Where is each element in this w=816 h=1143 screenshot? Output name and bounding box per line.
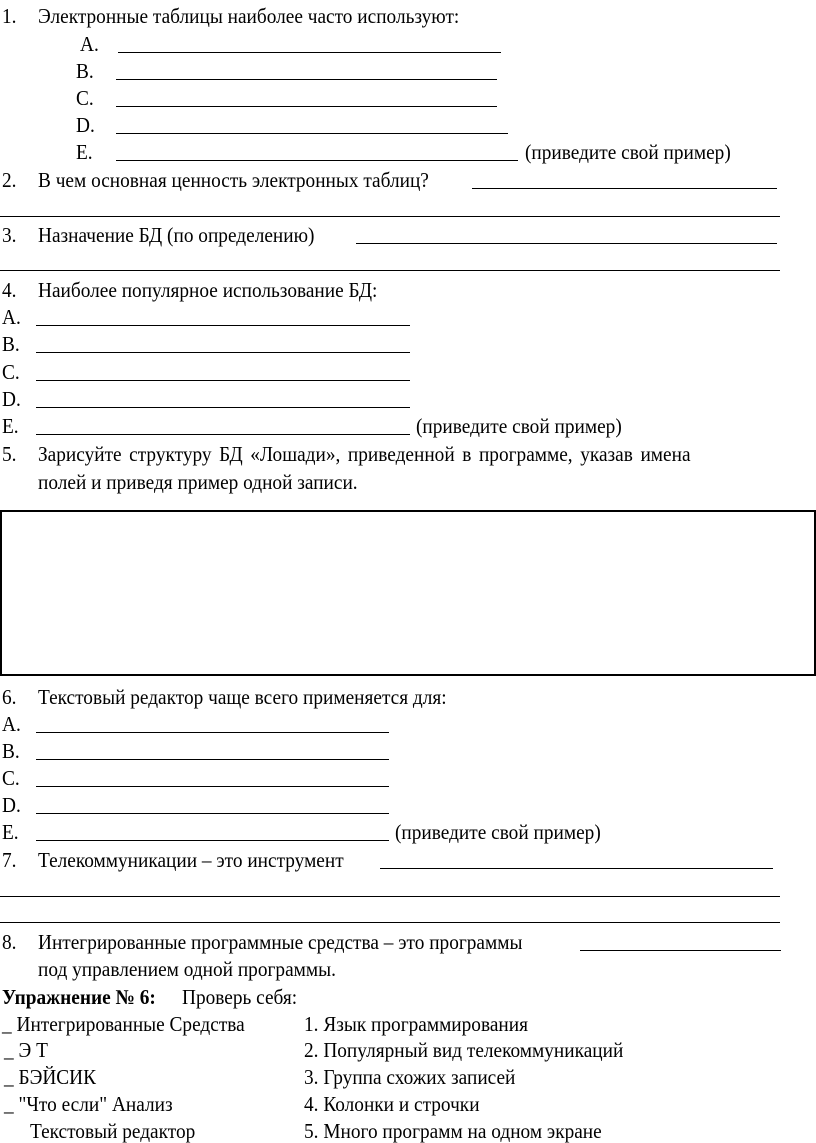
- q2-text: В чем основная ценность электронных таблиц?: [38, 168, 429, 192]
- q5-drawing-box[interactable]: [0, 510, 816, 676]
- q2-number: 2.: [2, 168, 17, 192]
- exercise-definition-3: 3. Группа схожих записей: [304, 1065, 516, 1089]
- q4-number: 4.: [2, 278, 17, 302]
- exercise-term-4: _ "Что если" Анализ: [4, 1092, 173, 1116]
- q6-option-e-label: E.: [2, 820, 19, 844]
- q7-number: 7.: [2, 848, 17, 872]
- q8-text-line1: Интегрированные программные средства – это программы: [38, 930, 523, 954]
- q6-option-c-label: C.: [2, 766, 20, 790]
- q6-option-e-blank[interactable]: [36, 840, 389, 841]
- q4-option-c-blank[interactable]: [36, 380, 410, 381]
- q1-option-d-label: D.: [76, 113, 95, 137]
- exercise-instruction: Проверь себя:: [182, 985, 298, 1009]
- q1-text: Электронные таблицы наиболее часто используют:: [38, 4, 460, 28]
- q1-option-c-label: C.: [76, 86, 94, 110]
- q4-option-b-blank[interactable]: [36, 352, 410, 353]
- q6-option-b-blank[interactable]: [36, 759, 389, 760]
- q8-answer-blank[interactable]: [580, 950, 781, 951]
- q2-answer-blank[interactable]: [472, 188, 777, 189]
- q2-answer-blank-2[interactable]: [0, 216, 780, 217]
- q4-option-e-label: E.: [2, 414, 19, 438]
- q4-option-e-blank[interactable]: [36, 434, 410, 435]
- q6-option-d-blank[interactable]: [36, 813, 389, 814]
- q1-option-e-label: E.: [76, 140, 93, 164]
- q7-answer-blank-3[interactable]: [0, 922, 780, 923]
- q3-answer-blank-2[interactable]: [0, 270, 780, 271]
- q3-text: Назначение БД (по определению): [38, 223, 315, 247]
- q1-number: 1.: [2, 4, 17, 28]
- q1-option-d-blank[interactable]: [116, 133, 508, 134]
- q8-number: 8.: [2, 930, 17, 954]
- q5-text-line2: полей и приведя пример одной записи.: [38, 470, 358, 494]
- exercise-definition-2: 2. Популярный вид телекоммуникаций: [304, 1038, 624, 1062]
- q1-option-e-blank[interactable]: [116, 160, 518, 161]
- q6-option-a-blank[interactable]: [36, 732, 389, 733]
- exercise-definition-5: 5. Много программ на одном экране: [304, 1119, 602, 1143]
- exercise-definition-1: 1. Язык программирования: [304, 1012, 528, 1036]
- q4-option-d-blank[interactable]: [36, 407, 410, 408]
- q4-option-a-label: A.: [2, 305, 21, 329]
- exercise-label: Упражнение № 6:: [2, 985, 156, 1009]
- q1-option-c-blank[interactable]: [116, 106, 497, 107]
- q4-option-c-label: C.: [2, 360, 20, 384]
- exercise-term-5: Текстовый редактор: [30, 1119, 196, 1143]
- q6-number: 6.: [2, 685, 17, 709]
- q4-example-note: (приведите свой пример): [416, 414, 622, 438]
- q1-option-a-blank[interactable]: [118, 52, 501, 53]
- q6-option-c-blank[interactable]: [36, 786, 389, 787]
- q6-option-a-label: A.: [2, 712, 21, 736]
- q3-number: 3.: [2, 223, 17, 247]
- q5-text-line1: Зарисуйте структуру БД «Лошади», приведенной в программе, указав имена: [38, 442, 691, 466]
- q7-text: Телекоммуникации – это инструмент: [38, 848, 344, 872]
- q1-example-note: (приведите свой пример): [525, 140, 731, 164]
- q7-answer-blank[interactable]: [380, 868, 773, 869]
- q1-option-a-label: A.: [80, 32, 99, 56]
- q3-answer-blank[interactable]: [356, 243, 777, 244]
- q6-text: Текстовый редактор чаще всего применяется для:: [38, 685, 447, 709]
- q4-option-b-label: B.: [2, 332, 20, 356]
- q5-number: 5.: [2, 442, 17, 466]
- exercise-term-1: _ Интегрированные Средства: [2, 1012, 245, 1036]
- q4-text: Наиболее популярное использование БД:: [38, 278, 378, 302]
- q6-option-b-label: B.: [2, 739, 20, 763]
- q1-option-b-blank[interactable]: [116, 79, 497, 80]
- q6-option-d-label: D.: [2, 793, 21, 817]
- q1-option-b-label: B.: [76, 59, 94, 83]
- q4-option-d-label: D.: [2, 387, 21, 411]
- q4-option-a-blank[interactable]: [36, 325, 410, 326]
- q6-example-note: (приведите свой пример): [395, 820, 601, 844]
- exercise-definition-4: 4. Колонки и строчки: [304, 1092, 480, 1116]
- q7-answer-blank-2[interactable]: [0, 896, 780, 897]
- exercise-term-3: _ БЭЙСИК: [4, 1065, 97, 1089]
- q8-text-line2: под управлением одной программы.: [38, 957, 336, 981]
- exercise-term-2: _ Э Т: [4, 1038, 48, 1062]
